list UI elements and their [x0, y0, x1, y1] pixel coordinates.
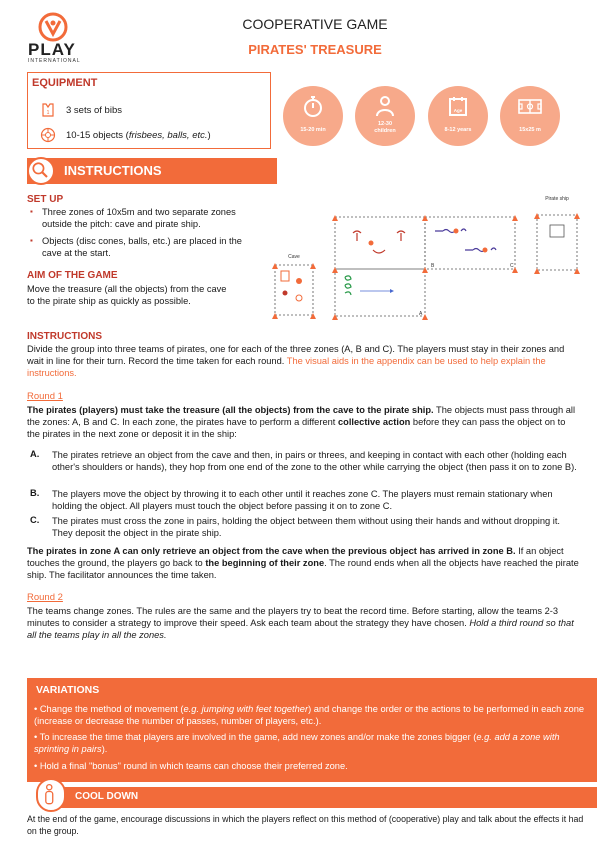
ball-object — [369, 241, 374, 246]
players-zone-c — [435, 229, 496, 252]
equipment-label: 10-15 objects (frisbees, balls, etc.) — [66, 129, 211, 141]
zone-b-label: B — [431, 263, 435, 269]
players-zone-b — [353, 231, 405, 253]
cave-label: Cave — [288, 254, 300, 260]
svg-text:1: 1 — [46, 110, 50, 116]
variation-item: • To increase the time that players are involved in the game, add new zones and/or make the zones bigger (e.g. add a zone with sprinting in pairs). — [34, 732, 560, 755]
round2-title: Round 2 — [27, 592, 63, 603]
equipment-item — [40, 127, 211, 143]
ship-zone — [537, 215, 577, 270]
pitch-size-badge: 15x25 m — [500, 86, 560, 146]
aim-text: Move the treasure (all the objects) from the cave to the pirate ship as quickly as possible. — [27, 284, 227, 307]
cooldown-text: At the end of the game, encourage discussions in which the players reflect on this method of (cooperative) play and talk about the effects it had on the group. — [27, 814, 584, 836]
person-icon — [373, 94, 397, 118]
pitch-icon — [518, 94, 542, 118]
ship-label: Pirate ship — [545, 196, 569, 202]
round1-title: Round 1 — [27, 391, 63, 402]
variation-item: • Change the method of movement (e.g. jumping with feet together) and change the order or the actions to be performed in each zone (increase or decrease the number of passes, number of players, etc.). — [34, 704, 585, 727]
play-logo-icon — [38, 12, 68, 42]
item-letter: C. — [30, 515, 40, 525]
cones — [272, 213, 580, 320]
pitch-diagram — [265, 195, 595, 330]
players-zone-a — [345, 276, 351, 295]
calendar-icon — [446, 94, 470, 118]
stopwatch-icon — [301, 94, 325, 118]
round1-item-a: The pirates retrieve an object from the cave and then, in pairs or threes, and keeping in contact with each other (holding each other's shoulders or hands), they hop from one end of the zone to the other while carrying the object (then pass it on to zone B). — [52, 450, 577, 473]
duration-badge: 15-20 min — [283, 86, 343, 146]
magnifier-icon — [27, 157, 55, 185]
variations-title: VARIATIONS — [36, 684, 100, 696]
page-title: COOPERATIVE GAME — [242, 16, 388, 32]
setup-bullet: ▪ Objects (disc cones, balls, etc.) are placed in the cave at the start. — [30, 235, 260, 259]
zone-c — [425, 217, 515, 269]
round1-rule: The pirates in zone A can only retrieve an object from the cave when the previous object has arrived in zone B. If an object touches the ground, the players go back to the beginning of their zone. The round ends when all the objects have reached the pirate ship. The facilitator announces the time taken. — [27, 546, 579, 581]
zone-c-label: C — [510, 263, 514, 269]
item-letter: A. — [30, 449, 40, 459]
group-size-badge: 12-30 children — [355, 86, 415, 146]
instructions-title: INSTRUCTIONS — [27, 331, 102, 342]
round2-text: The teams change zones. The rules are the same and the players try to beat the record time. Before starting, allow the teams 2-3 minutes to consider a strategy to improve their speed. Ask each team about the strategy they have chosen. Hold a third round so that all the teams play in all the zones. — [27, 606, 574, 641]
aim-title: AIM OF THE GAME — [27, 270, 118, 281]
round1-item-b: The players move the object by throwing it to each other until it reaches zone C. The players must remain stationary when holding the object. All players must touch the object before passing it on to zone C. — [52, 489, 553, 512]
instructions-banner: INSTRUCTIONS — [27, 158, 277, 184]
ball-icon — [40, 127, 56, 143]
item-letter: B. — [30, 488, 40, 498]
person-icon — [36, 778, 66, 812]
brand-tagline: INTERNATIONAL — [28, 58, 81, 64]
zone-b-left — [335, 217, 425, 269]
brand-name: PLAY — [28, 40, 76, 59]
equipment-item — [40, 102, 122, 118]
setup-bullet: ▪ Three zones of 10x5m and two separate zones outside the pitch: cave and pirate ship. — [30, 206, 260, 230]
game-title: PIRATES' TREASURE — [248, 42, 382, 57]
instructions-text: Divide the group into three teams of pirates, one for each of the three zones (A, B and C). The players must stay in their zones and wait in line for their turn. Record the time taken for each round. The visual aids in the appendix can be used to help explain the instructions. — [27, 344, 565, 379]
zone-a-label: A — [419, 311, 423, 317]
equipment-title: EQUIPMENT — [32, 77, 98, 89]
round1-lead: The pirates (players) must take the treasure (all the objects) from the cave to the pirate ship. The objects must pass through all the zones: A, B and C. In each zone, the pirates have to perform a different collective action before they can pass the object on to the pirates in the next zone or deposit it in the ship: — [27, 405, 576, 440]
equipment-label: 3 sets of bibs — [66, 104, 122, 116]
age-badge: Age 8-12 years — [428, 86, 488, 146]
variation-item: • Hold a final "bonus" round in which teams can choose their preferred zone. — [34, 761, 348, 771]
bib-icon — [40, 102, 56, 118]
round1-item-c: The pirates must cross the zone in pairs, holding the object between them without using their hands and without dropping it. They deposit the object in the pirate ship. — [52, 516, 561, 539]
setup-title: SET UP — [27, 194, 64, 205]
cooldown-title: COOL DOWN — [75, 791, 139, 802]
